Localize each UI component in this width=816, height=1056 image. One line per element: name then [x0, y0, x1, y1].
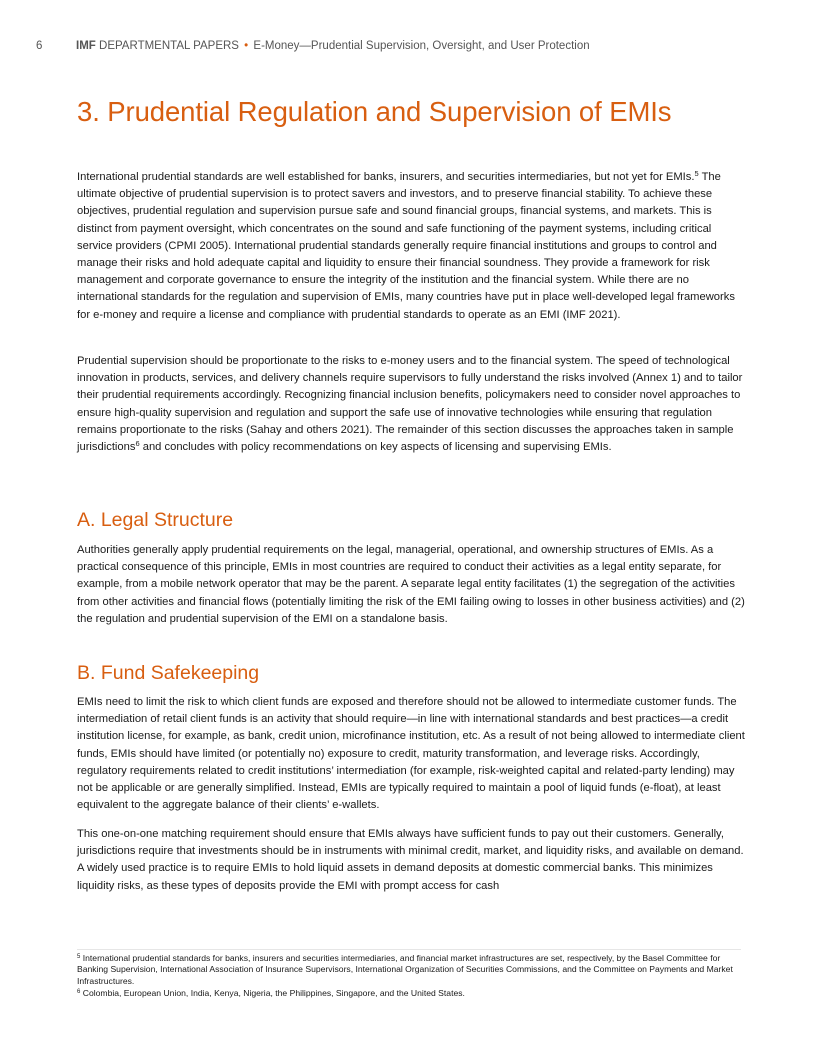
running-header	[36, 40, 590, 52]
intro-p1-text-b: The ultimate objective of prudential supervision is to protect savers and investors, and to preserve financial stability. To achieve these objectives, prudential regulation and supervision pursue safe and sound financial groups, financial systems, and markets. This is distinct from payment oversight, which concentrates on the sound and safe functioning of the payment systems, including critical service providers (CPMI 2005). International prudential standards generally require financial institutions and groups to control and manage their risks and hold adequate capital and liquidity to ensure their financial soundness. They provide a framework for risk management and corporate governance to ensure the integrity of the institution and the financial system. While there are no international standards for the regulation and supervision of EMIs, many countries have put in place well-developed legal frameworks for e-money and require a license and compliance with prudential standards to operate as an EMI (IMF 2021).	[77, 171, 735, 321]
intro-p1-text-a: International prudential standards are well established for banks, insurers, and securities intermediaries, but not yet for EMIs.	[77, 171, 695, 183]
intro-p2-text-a: Prudential supervision should be proportionate to the risks to e-money users and to the financial system. The speed of technological innovation in products, services, and delivery channels require supervisors to fully understand the risks involved (Annex 1) and to tailor their prudential requirements accordingly. Recognizing financial inclusion benefits, policymakers need to consider novel approaches to ensure high-quality supervision and regulation and support the safe use of innovative technologies while ensuring that regulation remains proportionate to the risks (Sahay and others 2021). The remainder of this section discusses the approaches taken in sample jurisdictions	[77, 355, 743, 454]
footnote-5	[77, 953, 743, 987]
page-number: 6	[36, 40, 43, 52]
section-heading-legal-structure: A. Legal Structure	[77, 509, 234, 531]
header-separator: •	[244, 40, 249, 52]
fund-safekeeping-paragraph-2: This one-on-one matching requirement should ensure that EMIs always have sufficient funds to pay out their customers. Generally, jurisdictions require that investments should be in instruments with minimal credit, market, and liquidity risks, and available on demand. A widely used practice is to require EMIs to hold liquid assets in demand deposits at domestic commercial banks. This minimizes liquidity risks, as these types of deposits provide the EMI with prompt access for cash	[77, 828, 744, 892]
section-heading-fund-safekeeping: B. Fund Safekeeping	[77, 662, 260, 684]
footnote-6-text: Colombia, European Union, India, Kenya, Nigeria, the Philippines, Singapore, and the United States.	[80, 988, 465, 998]
footnote-divider	[77, 949, 741, 950]
footnote-5-text: International prudential standards for banks, insurers and securities intermediaries, and financial market infrastructures are set, respectively, by the Basel Committee for Banking Supervision, International Association of Insurance Supervisors, International Organization of Securities Commissions, and the Committee on Payments and Market Infrastructures.	[77, 953, 733, 986]
intro-paragraph-1	[77, 169, 745, 324]
legal-structure-paragraph: Authorities generally apply prudential requirements on the legal, managerial, operational, and ownership structures of EMIs. As a practical consequence of this principle, EMIs in most countries are required to conduct their activities as a legal entity separate, for example, from a mobile network operator that may be the parent. A separate legal entity facilitates (1) the segregation of the activities from other activities and financial flows (potentially limiting the risk of the EMI failing owing to losses in other business activities) and (2) the regulation and prudential supervision of the EMI on a standalone basis.	[77, 544, 745, 625]
chapter-title: 3. Prudential Regulation and Supervision of EMIs	[77, 96, 672, 127]
footnote-5-mark: 5	[77, 954, 81, 960]
publisher-name: IMF	[76, 40, 96, 52]
series-name: DEPARTMENTAL PAPERS	[99, 40, 239, 52]
footnote-6	[77, 988, 743, 999]
intro-paragraph-2	[77, 353, 745, 456]
fund-safekeeping-paragraph-1: EMIs need to limit the risk to which client funds are exposed and therefore should not be allowed to intermediate customer funds. The intermediation of retail client funds is an activity that should require—in line with international standards and best practices—a credit institution license, for example, as bank, credit union, microfinance institution, etc. As a result of not being allowed to intermediate client funds, EMIs should have limited (or potentially no) exposure to credit, maturity transformation, and leverage risks. Accordingly, regulatory requirements related to credit institutions’ intermediation (for example, risk-weighted capital and related-party lending) may not be applicable or are generally simplified. Instead, EMIs are typically required to maintain a pool of liquid funds (e-float), at least equivalent to the aggregate balance of their clients’ e-wallets.	[77, 696, 745, 812]
intro-p2-text-b: and concludes with policy recommendations on key aspects of licensing and supervising EMIs.	[139, 441, 612, 454]
document-title: E-Money—Prudential Supervision, Oversight, and User Protection	[253, 40, 590, 52]
footnote-ref-6[interactable]: 6	[135, 439, 140, 449]
footnote-6-mark: 6	[77, 989, 81, 995]
footnote-ref-5[interactable]: 5	[694, 169, 699, 178]
